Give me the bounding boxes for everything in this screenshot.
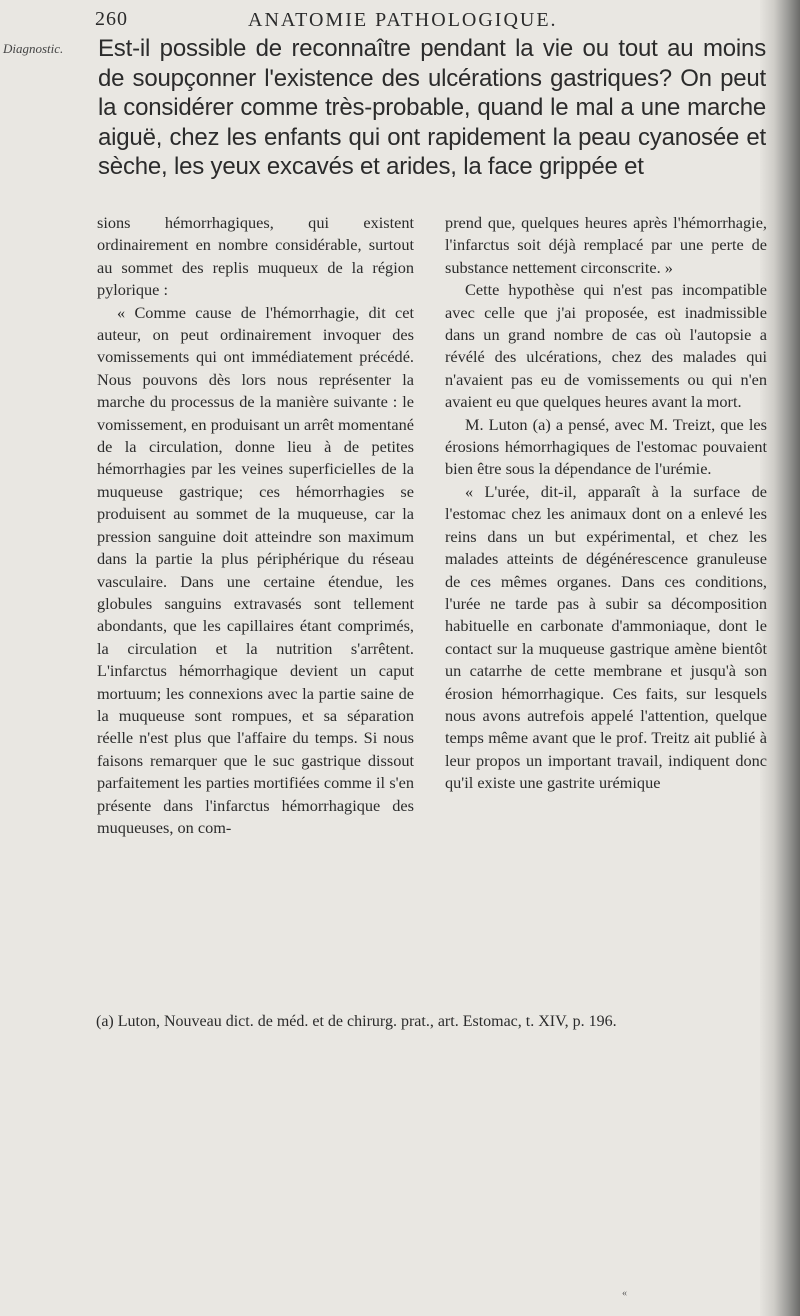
footnote: (a) Luton, Nouveau dict. de méd. et de chirurg. prat., art. Estomac, t. XIV, p. 196. [96, 1013, 617, 1030]
running-title: ANATOMIE PATHOLOGIQUE. [248, 9, 558, 31]
left-paragraph: « Comme cause de l'hémorrhagie, dit cet auteur, on peut ordinairement invoquer des vomissements qui ont immédiatement précédé. Nous pouvons dès lors nous représenter la marche du processus de la manière suivante : le vomissement, en produisant un arrêt momentané de la circulation, donne lieu à de petites hémorrhagies par les veines superficielles de la muqueuse gastrique; ces hémorrhagies se produisent au sommet de la muqueuse, car la pression sanguine doit atteindre son maximum dans la partie la plus périphérique du réseau vasculaire. Dans une certaine étendue, les globules sanguins extravasés sont tellement abondants, que les capillaires étant comprimés, la circulation et la nutrition s'arrêtent. L'infarctus hémorrhagique devient un caput mortuum; les connexions avec la partie saine de la muqueuse sont rompues, et sa séparation réelle n'est plus que l'affaire du temps. Si nous faisons remarquer que le suc gastrique dissout parfaitement les parties mortifiées comme il s'en présente dans l'infarctus hémorrhagique des muqueuses, on com- [97, 302, 414, 837]
intro-paragraph: Est-il possible de reconnaître pendant la vie ou tout au moins de soupçonner l'existence des ulcérations gastriques? On peut la considérer comme très-probable, quand le mal a une marche aiguë, chez les enfants qui ont rapidement la peau cyanosée et sèche, les yeux excavés et arides, la face grippée et [98, 35, 766, 180]
printer-mark: « [622, 1288, 627, 1299]
right-paragraph: Cette hypothèse qui n'est pas incompatible avec celle que j'ai proposée, est inadmissible dans un grand nombre de cas où l'autopsie a révélé des ulcérations, chez des malades qui n'avaient pas eu de vomissements ou qui n'en avaient eu que quelques heures avant la mort. [445, 280, 767, 412]
right-paragraph: prend que, quelques heures après l'hémorrhagie, l'infarctus soit déjà remplacé par une perte de substance nettement circonscrite. » [445, 213, 767, 277]
page-number: 260 [95, 8, 128, 30]
margin-note: Diagnostic. [3, 41, 64, 56]
left-paragraph: sions hémorrhagiques, qui existent ordinairement en nombre considérable, surtout au sommet des replis muqueux de la région pylorique : [97, 213, 414, 300]
right-column [445, 212, 767, 795]
right-paragraph: M. Luton (a) a pensé, avec M. Treizt, que les érosions hémorrhagiques de l'estomac pouvaient bien être sous la dépendance de l'urémie. [445, 414, 767, 479]
right-paragraph: « L'urée, dit-il, apparaît à la surface de l'estomac chez les animaux dont on a enlevé les reins dans un but expérimental, et chez les malades atteints de dégénérescence granuleuse de ces mêmes organes. Dans ces conditions, l'urée ne tarde pas à subir sa décomposition habituelle en carbonate d'ammoniaque, dont le contact sur la muqueuse gastrique amène bientôt un catarrhe de cette membrane et jusqu'à son érosion hémorrhagique. Ces faits, sur lesquels nous avons autrefois appelé l'attention, quelque temps même avant que le prof. Treitz ait publié à leur propos un important travail, indiquent donc qu'il existe une gastrite urémique [445, 481, 767, 793]
left-column [97, 212, 414, 839]
